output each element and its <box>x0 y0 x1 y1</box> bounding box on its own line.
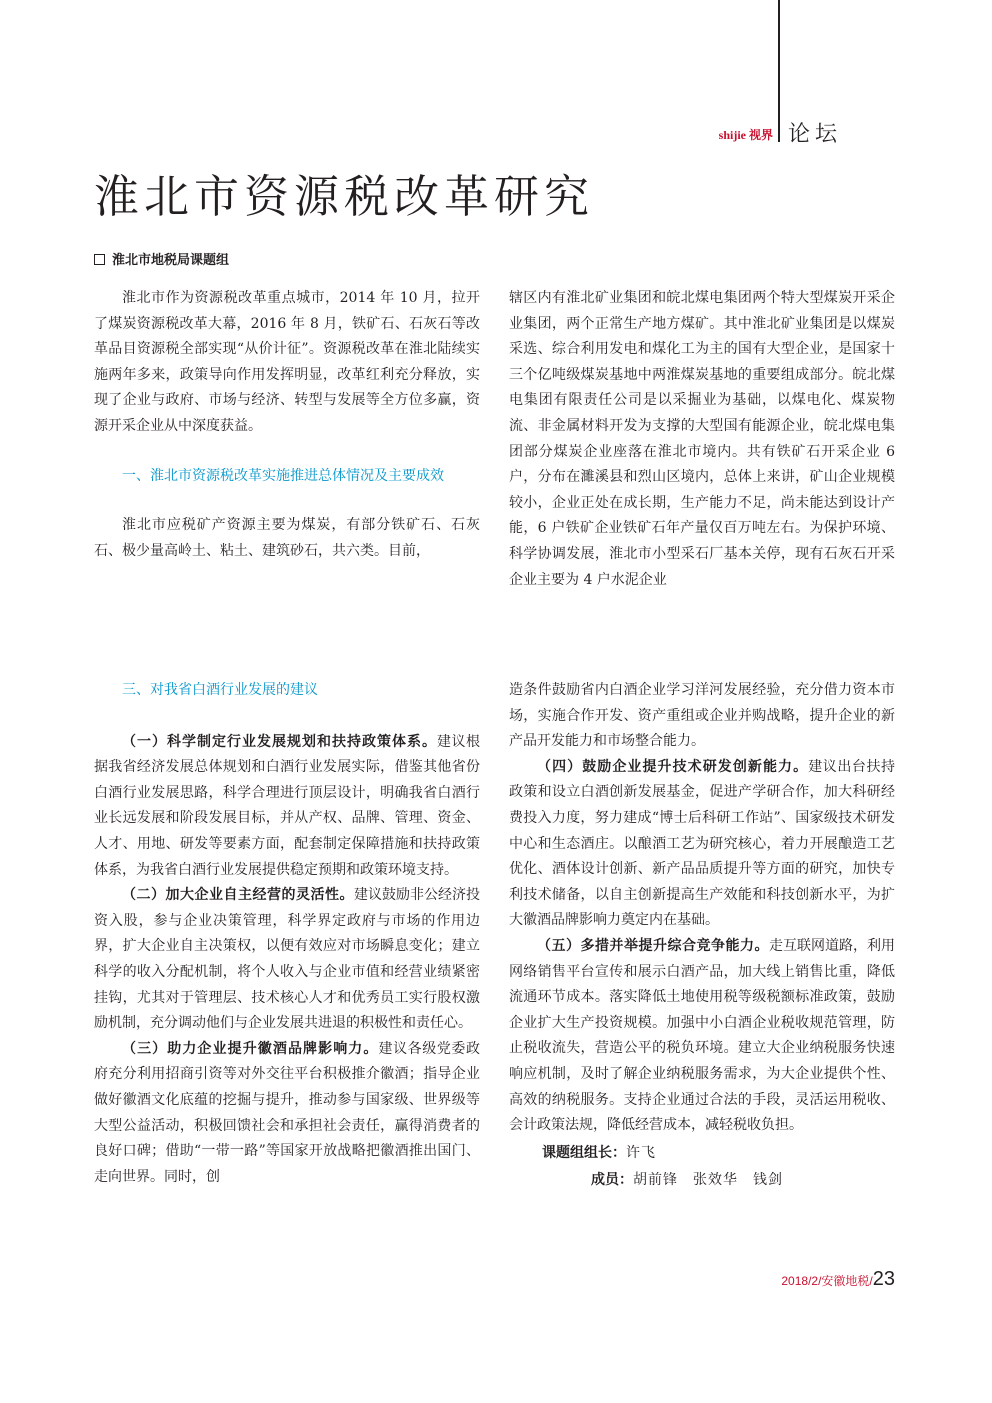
paragraph-lead: （五）多措并举提升综合竞争能力。 <box>537 937 769 954</box>
leader-credit <box>509 1141 895 1167</box>
issue-info: 2018/2/安徽地税/ <box>781 1274 873 1288</box>
recommendation-paragraph <box>509 755 895 934</box>
recommendation-paragraph <box>94 883 480 1037</box>
section-heading: 一、淮北市资源税改革实施推进总体情况及主要成效 <box>122 467 444 484</box>
leader-name: 许飞 <box>626 1144 656 1161</box>
bottom-column-left <box>94 678 480 1190</box>
article-title: 淮北市资源税改革研究 <box>94 170 595 223</box>
section-heading: 三、对我省白酒行业发展的建议 <box>122 682 318 698</box>
paragraph-lead: （一）科学制定行业发展规划和扶持政策体系。 <box>122 733 437 750</box>
paragraph-lead: （四）鼓励企业提升技术研发创新能力。 <box>537 758 809 775</box>
leader-label: 课题组组长： <box>542 1144 626 1161</box>
paragraph-body: 走互联网道路，利用网络销售平台宣传和展示白酒产品，加大线上销售比重，降低流通环节成本。落实降低土地使用税等级税额标准政策，鼓励企业扩大生产投资规模。加强中小白酒企业税收规范管理，防止税收流失，营造公平的税负环境。建立大企业纳税服务快速响应机制，及时了解企业纳税服务需求，为大企业提供个性、高效的纳税服务。支持企业通过合法的手段，灵活运用税收、会计政策法规，降低经营成本，减轻税收负担。 <box>509 937 895 1134</box>
members-credit <box>509 1168 895 1194</box>
page-footer <box>700 1268 895 1291</box>
paragraph-lead: （三）助力企业提升徽酒品牌影响力。 <box>122 1040 379 1057</box>
paragraph-body: 建议鼓励非公经济投资入股，参与企业决策管理，科学界定政府与市场的作用边界，扩大企业自主决策权，以便有效应对市场瞬息变化；建立科学的收入分配机制，将个人收入与企业市值和经营业绩紧密挂钩，尤其对于管理层、技术核心人才和优秀员工实行股权激励机制，充分调动他们与企业发展共进退的积极性和责任心。 <box>94 887 480 1032</box>
byline-text: 淮北市地税局课题组 <box>112 253 230 268</box>
page-number: 23 <box>872 1268 895 1290</box>
recommendation-paragraph <box>509 934 895 1139</box>
section-label: shijie 视界 <box>718 128 773 142</box>
paragraph-lead: （二）加大企业自主经营的灵活性。 <box>122 887 354 904</box>
members-label: 成员： <box>591 1172 633 1189</box>
byline-box-icon <box>94 254 105 265</box>
section-category: 论坛 <box>788 122 843 147</box>
body-paragraph: 辖区内有淮北矿业集团和皖北煤电集团两个特大型煤炭开采企业集团，两个正常生产地方煤矿。其中淮北矿业集团是以煤炭采选、综合利用发电和煤化工为主的国有大型企业，是国家十三个亿吨级煤炭基地中两淮煤炭基地的重要组成部分。皖北煤电集团有限责任公司是以采掘业为基础，以煤电化、煤炭物流、非金属材料开发为支撑的大型国有能源企业，皖北煤电集团部分煤炭企业座落在淮北市境内。共有铁矿石开采企业 6 户，分布在濉溪县和烈山区境内，总体上来讲，矿山企业规模较小，企业正处在成长期，生产能力不足，尚未能达到设计产能，6 户铁矿企业铁矿石年产量仅百万吨左右。为保护环境、科学协调发展，淮北市小型采石厂基本关停，现有石灰石开采企业主要为 4 户水泥企业 <box>509 290 895 588</box>
members-names: 胡前锋 张效华 钱剑 <box>633 1172 783 1189</box>
continued-paragraph: 造条件鼓励省内白酒企业学习洋河发展经验，充分借力资本市场，实施合作开发、资产重组或企业并购战略，提升企业的新产品开发能力和市场整合能力。 <box>509 682 895 750</box>
paragraph-body: 建议出台扶持政策和设立白酒创新发展基金，促进产学研合作，加大科研经费投入力度，努力建成“博士后科研工作站”、国家级技术研发中心和生态酒庄。以酿酒工艺为研究核心，着力开展酿造工艺优化、酒体设计创新、新产品品质提升等方面的研究，加快专利技术储备，以自主创新提高生产效能和科技创新水平，为扩大徽酒品牌影响力奠定内在基础。 <box>509 758 896 929</box>
intro-paragraph: 淮北市作为资源税改革重点城市，2014 年 10 月，拉开了煤炭资源税改革大幕，2016 年 8 月，铁矿石、石灰石等改革品目资源税全部实现“从价计征”。资源税改革在淮北陆续实施两年多来，政策导向作用发挥明显，改革红利充分释放，实现了企业与政府、市场与经济、转型与发展等全方位多赢，资源开采企业从中深度获益。 <box>94 290 480 434</box>
recommendation-paragraph <box>94 1037 480 1191</box>
paragraph-body: 建议根据我省经济发展总体规划和白酒行业发展实际，借鉴其他省份白酒行业发展思路，科学合理进行顶层设计，明确我省白酒行业长远发展和阶段发展目标，并从产权、品牌、管理、资金、人才、用地、研发等要素方面，配套制定保障措施和扶持政策体系，为我省白酒行业发展提供稳定预期和政策环境支持。 <box>94 733 480 878</box>
top-column-right <box>509 286 895 593</box>
recommendation-paragraph <box>94 730 480 884</box>
byline <box>94 249 229 268</box>
paragraph-body: 建议各级党委政府充分利用招商引资等对外交往平台积极推介徽酒；指导企业做好徽酒文化底蕴的挖掘与提升，推动参与国家级、世界级等大型公益活动，积极回馈社会和承担社会责任，赢得消费者的良好口碑；借助“一带一路”等国家开放战略把徽酒推出国门、走向世界。同时，创 <box>94 1040 481 1185</box>
bottom-column-right <box>509 678 895 1194</box>
body-paragraph: 淮北市应税矿产资源主要为煤炭，有部分铁矿石、石灰石、极少量高岭土、粘土、建筑砂石，共六类。目前， <box>94 517 480 559</box>
header-vertical-rule <box>778 0 780 142</box>
top-column-left <box>94 286 480 564</box>
